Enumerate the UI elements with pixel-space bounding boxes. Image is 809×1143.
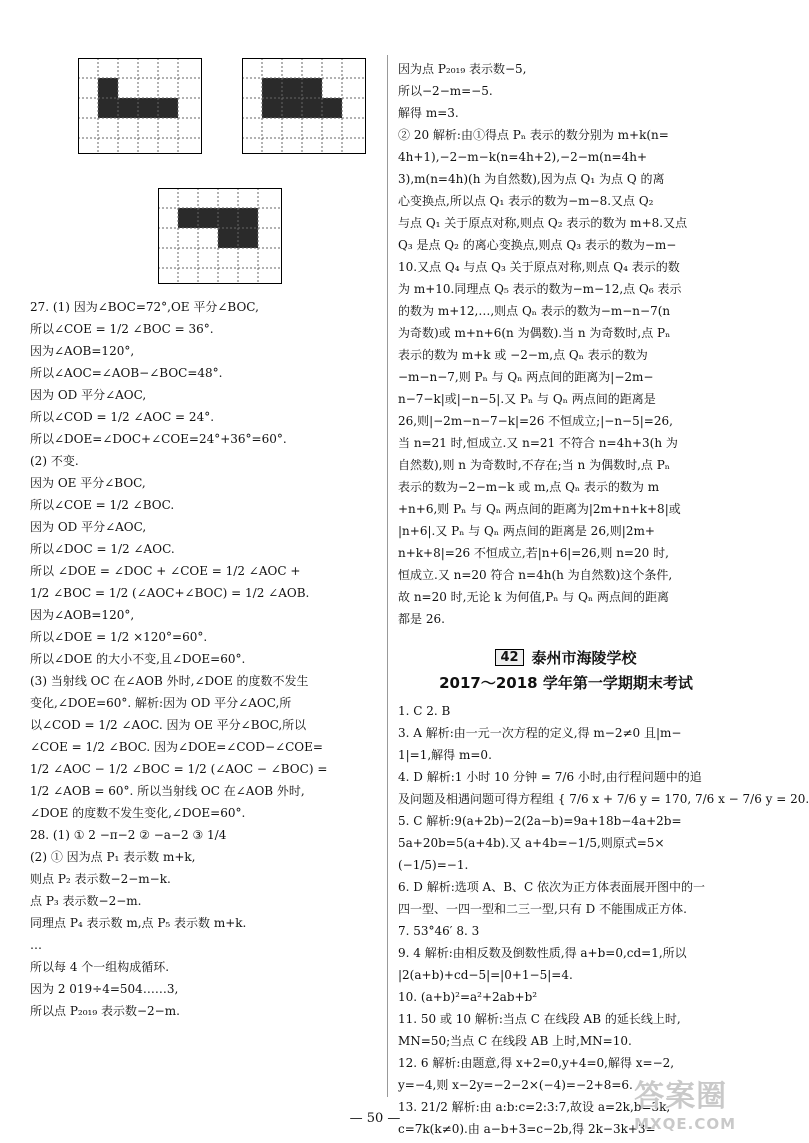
text-line: 因为 OD 平分∠AOC, (30, 520, 147, 534)
text-line: ∠DOE 的度数不发生变化,∠DOE=60°. (30, 806, 246, 820)
watermark-logo (634, 1071, 736, 1133)
text-line: 因为∠AOB=120°, (30, 608, 135, 622)
text-line: 所以−2−m=−5. (398, 84, 493, 98)
text-line: 以∠COD = 1/2 ∠AOC. 因为 OE 平分∠BOC,所以 (30, 718, 307, 732)
text-line: 10.又点 Q₄ 与点 Q₃ 关于原点对称,则点 Q₄ 表示的数 (398, 260, 680, 274)
text-line: 所以∠AOC=∠AOB−∠BOC=48°. (30, 366, 223, 380)
text-line: ∠COE = 1/2 ∠BOC. 因为∠DOE=∠COD−∠COE= (30, 740, 323, 754)
text-line: 与点 Q₁ 关于原点对称,则点 Q₂ 表示的数为 m+8.又点 (398, 216, 688, 230)
text-line: 所以∠COE = 1/2 ∠BOC = 36°. (30, 322, 214, 336)
text-line: 9. 4 解析:由相反数及倒数性质,得 a+b=0,cd=1,所以 (398, 946, 687, 960)
text-line: (3) 当射线 OC 在∠AOB 外时,∠DOE 的度数不发生 (30, 674, 309, 688)
text-line: 表示的数为 m+k 或 −2−m,点 Qₙ 表示的数为 (398, 348, 648, 362)
text-line: 所以∠DOC = 1/2 ∠AOC. (30, 542, 175, 556)
text-line: 3),m(n=4h)(h 为自然数),因为点 Q₁ 为点 Q 的离 (398, 172, 665, 186)
text-line: c=7k(k≠0).由 a−b+3=c−2b,得 2k−3k+3= (398, 1122, 656, 1136)
text-line: ② 20 解析:由①得点 Pₙ 表示的数分别为 m+k(n= (398, 128, 669, 142)
text-line: Q₃ 是点 Q₂ 的离心变换点,则点 Q₃ 表示的数为−m− (398, 238, 677, 252)
text-line: (2) ① 因为点 P₁ 表示数 m+k, (30, 850, 196, 864)
text-line: 1. C 2. B (398, 704, 451, 718)
text-line: 心变换点,所以点 Q₁ 表示的数为−m−8.又点 Q₂ (398, 194, 654, 208)
text-line: (2) 不变. (30, 454, 79, 468)
section-subtitle: 2017～2018 学年第一学期期末考试 (439, 674, 693, 692)
text-line: 所以点 P₂₀₁₉ 表示数−2−m. (30, 1004, 180, 1018)
text-line: n+k+8|=26 不恒成立,若|n+6|=26,则 n=20 时, (398, 546, 669, 560)
text-line: −m−n−7,则 Pₙ 与 Qₙ 两点间的距离为|−2m− (398, 370, 654, 384)
text-line: 5. C 解析:9(a+2b)−2(2a−b)=9a+18b−4a+2b= (398, 814, 682, 828)
text-line: 4. D 解析:1 小时 10 分钟 = 7/6 小时,由行程问题中的追 (398, 770, 702, 784)
text-line: 12. 6 解析:由题意,得 x+2=0,y+4=0,解得 x=−2, (398, 1056, 675, 1070)
section-number-badge: 42 (495, 649, 523, 666)
text-line: MN=50;当点 C 在线段 AB 上时,MN=10. (398, 1034, 632, 1048)
text-line: 所以∠COE = 1/2 ∠BOC. (30, 498, 175, 512)
text-line: 的数为 m+12,…,则点 Qₙ 表示的数为−m−n−7(n (398, 304, 671, 318)
text-line: 因为∠AOB=120°, (30, 344, 135, 358)
right-column (398, 58, 809, 1140)
left-column (30, 58, 378, 1022)
text-line: (−1/5)=−1. (398, 858, 469, 872)
text-line: |n+6|.又 Pₙ 与 Qₙ 两点间的距离是 26,则|2m+ (398, 524, 655, 538)
text-line: |2(a+b)+cd−5|=|0+1−5|=4. (398, 968, 573, 982)
text-line: 所以∠DOE=∠DOC+∠COE=24°+36°=60°. (30, 432, 287, 446)
text-line: 因为 OE 平分∠BOC, (30, 476, 146, 490)
text-line: 都是 26. (398, 612, 445, 626)
text-line: 26,则|−2m−n−7−k|=26 不恒成立;|−n−5|=26, (398, 414, 673, 428)
text-line: 1/2 ∠AOB = 60°. 所以当射线 OC 在∠AOB 外时, (30, 784, 305, 798)
text-line: 变化,∠DOE=60°. 解析:因为 OD 平分∠AOC,所 (30, 696, 292, 710)
section-title: 泰州市海陵学校 (531, 648, 637, 667)
text-line: 自然数),则 n 为奇数时,不存在;当 n 为偶数时,点 Pₙ (398, 458, 670, 472)
text-line: 因为点 P₂₀₁₉ 表示数−5, (398, 62, 527, 76)
grid-figure-1 (78, 58, 202, 154)
watermark-line2: MXQE.COM (634, 1115, 736, 1133)
text-line: 故 n=20 时,无论 k 为何值,Pₙ 与 Qₙ 两点间的距离 (398, 590, 669, 604)
text-line: 所以∠DOE = 1/2 ×120°=60°. (30, 630, 208, 644)
text-line: 10. (a+b)²=a²+2ab+b² (398, 990, 538, 1004)
text-line: 13. 21/2 解析:由 a:b:c=2:3:7,故设 a=2k,b=3k, (398, 1100, 671, 1114)
text-line: 所以每 4 个一组构成循环. (30, 960, 170, 974)
text-line: 解得 m=3. (398, 106, 459, 120)
text-line: 4h+1),−2−m−k(n=4h+2),−2−m(n=4h+ (398, 150, 648, 164)
watermark-line1: 答案圈 (634, 1079, 728, 1114)
text-line: y=−4,则 x−2y=−2−2×(−4)=−2+8=6. (398, 1078, 633, 1092)
grid-figure-3 (158, 188, 282, 284)
text-line: 为奇数)或 m+n+6(n 为偶数).当 n 为奇数时,点 Pₙ (398, 326, 671, 340)
text-line: 点 P₃ 表示数−2−m. (30, 894, 142, 908)
text-line: 同理点 P₄ 表示数 m,点 P₅ 表示数 m+k. (30, 916, 247, 930)
text-line: 所以∠COD = 1/2 ∠AOC = 24°. (30, 410, 215, 424)
text-line: 恒成立.又 n=20 符合 n=4h(h 为自然数)这个条件, (398, 568, 673, 582)
column-divider (387, 55, 388, 1097)
text-line: 四一型、一四一型和二三一型,只有 D 不能围成正方体. (398, 902, 687, 916)
text-line: 5a+20b=5(a+4b).又 a+4b=−1/5,则原式=5× (398, 836, 665, 850)
section-header (398, 644, 734, 696)
text-line: 为 m+10.同理点 Q₅ 表示的数为−m−12,点 Q₆ 表示 (398, 282, 682, 296)
right-text-top (398, 58, 734, 630)
text-line: 因为 OD 平分∠AOC, (30, 388, 147, 402)
grid-figure-2 (242, 58, 366, 154)
text-line: 11. 50 或 10 解析:当点 C 在线段 AB 的延长线上时, (398, 1012, 681, 1026)
text-line: 当 n=21 时,恒成立.又 n=21 不符合 n=4h+3(h 为 (398, 436, 678, 450)
text-line: 1/2 ∠AOC − 1/2 ∠BOC = 1/2 (∠AOC − ∠BOC) = (30, 762, 328, 776)
text-line: +n+6,则 Pₙ 与 Qₙ 两点间的距离为|2m+n+k+8|或 (398, 502, 681, 516)
text-line: … (30, 938, 42, 952)
text-line: 28. (1) ① 2 −π−2 ② −a−2 ③ 1/4 (30, 828, 227, 842)
text-line: 表示的数为−2−m−k 或 m,点 Qₙ 表示的数为 m (398, 480, 660, 494)
left-text-block (30, 296, 378, 1022)
figure-grids (30, 58, 378, 284)
text-line: 6. D 解析:选项 A、B、C 依次为正方体表面展开图中的一 (398, 880, 706, 894)
text-line: 1|=1,解得 m=0. (398, 748, 492, 762)
text-line: 及问题及相遇问题可得方程组 { 7/6 x + 7/6 y = 170, 7/6 x − 7/6 y = 20. (398, 792, 809, 806)
text-line: 所以∠DOE 的大小不变,且∠DOE=60°. (30, 652, 246, 666)
text-line: n−7−k|或|−n−5|.又 Pₙ 与 Qₙ 两点间的距离是 (398, 392, 656, 406)
page-number: — 50 — (349, 1111, 401, 1126)
text-line: 1/2 ∠BOC = 1/2 (∠AOC+∠BOC) = 1/2 ∠AOB. (30, 586, 310, 600)
text-line: 3. A 解析:由一元一次方程的定义,得 m−2≠0 且|m− (398, 726, 682, 740)
text-line: 因为 2 019÷4=504……3, (30, 982, 179, 996)
text-line: 27. (1) 因为∠BOC=72°,OE 平分∠BOC, (30, 300, 259, 314)
text-line: 7. 53°46′ 8. 3 (398, 924, 480, 938)
text-line: 所以 ∠DOE = ∠DOC + ∠COE = 1/2 ∠AOC + (30, 564, 301, 578)
text-line: 则点 P₂ 表示数−2−m−k. (30, 872, 171, 886)
